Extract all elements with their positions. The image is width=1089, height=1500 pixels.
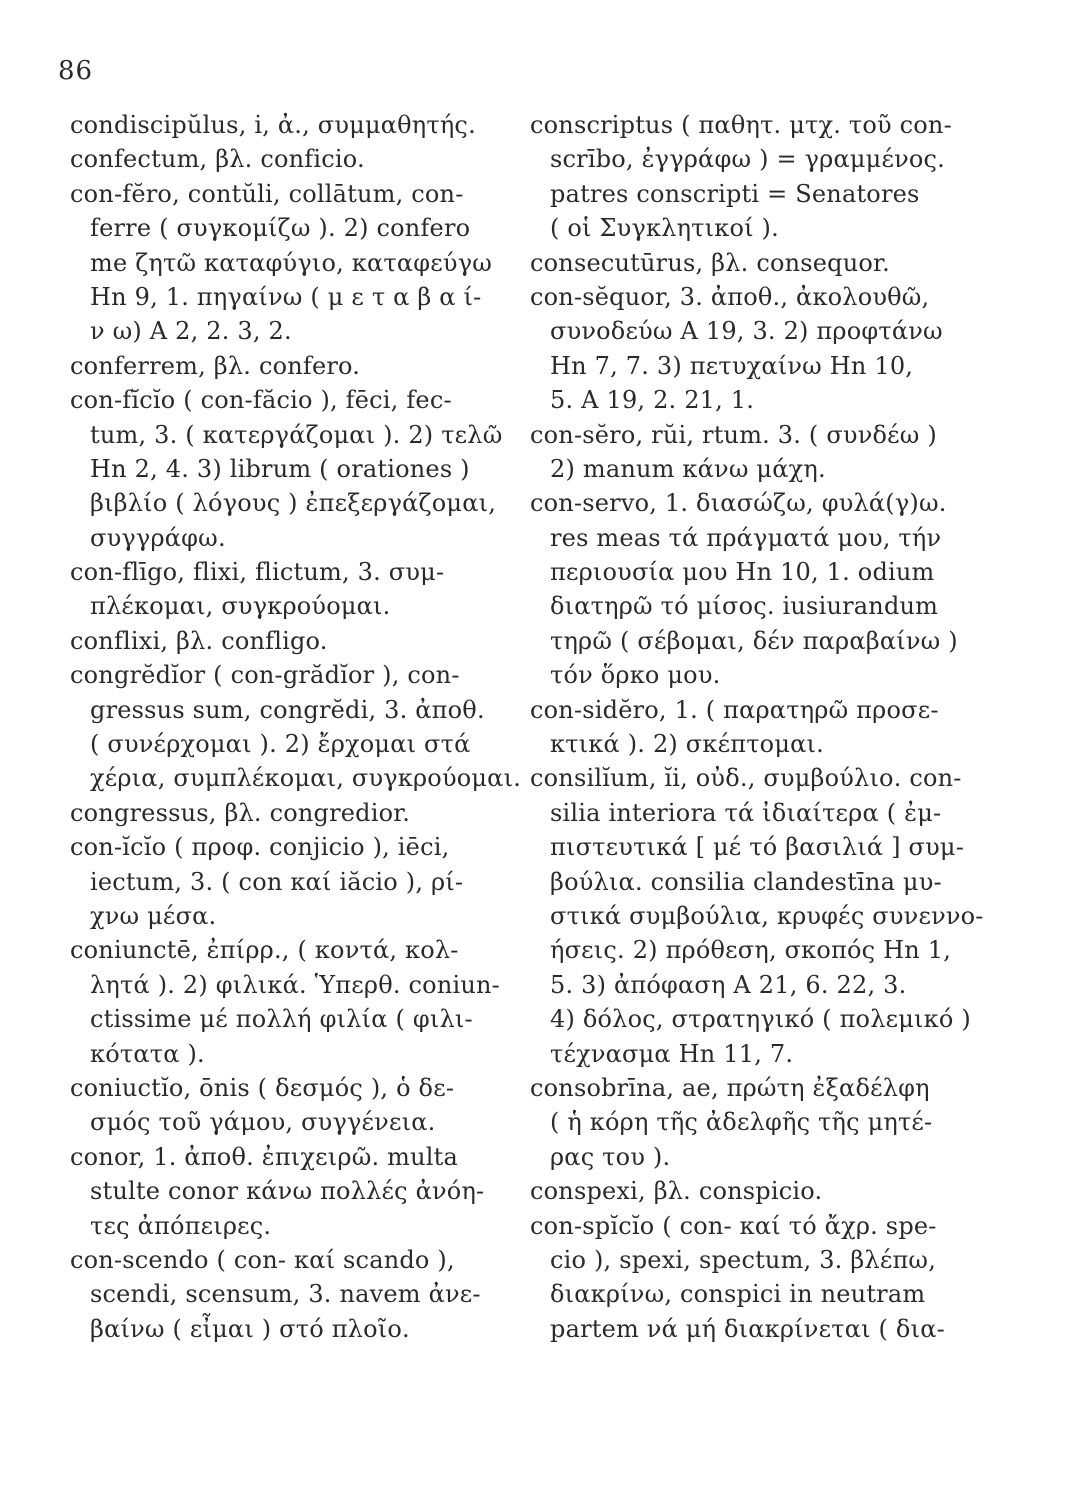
dictionary-line: consilĭum, ĭi, οὐδ., συμβούλιο. con- [530, 764, 962, 793]
dictionary-line: 5. 3) ἀπόφαση A 21, 6. 22, 3. [550, 970, 907, 999]
dictionary-line: πλέκομαι, συγκρούομαι. [90, 592, 391, 621]
dictionary-line: σμός τοῦ γάμου, συγγένεια. [90, 1108, 436, 1137]
dictionary-line: congrĕdĭor ( con-grădĭor ), con- [70, 661, 460, 690]
dictionary-line: scendi, scensum, 3. navem ἀνε- [90, 1280, 481, 1309]
dictionary-line: con-flīgo, flixi, flictum, 3. συμ- [70, 558, 445, 587]
dictionary-line: τηρῶ ( σέβομαι, δέν παραβαίνω ) [550, 626, 958, 655]
dictionary-line: con-sĕro, rŭi, rtum. 3. ( συνδέω ) [530, 420, 937, 449]
dictionary-line: con-sidĕro, 1. ( παρατηρῶ προσε- [530, 695, 939, 724]
dictionary-line: scrībo, ἐγγράφω ) = γραμμένος. [550, 145, 945, 174]
dictionary-line: ( συνέρχομαι ). 2) ἔρχομαι στά [90, 730, 471, 759]
dictionary-line: ν ω) A 2, 2. 3, 2. [90, 317, 292, 346]
dictionary-line: coniuctĭo, ōnis ( δεσμός ), ὁ δε- [70, 1073, 455, 1102]
dictionary-line: con-ĭcĭo ( προφ. conjicio ), iēci, [70, 833, 450, 862]
dictionary-line: coniunctē, ἐπίρρ., ( κοντά, κολ- [70, 936, 459, 965]
dictionary-line: χνω μέσα. [90, 901, 217, 930]
dictionary-line: 2) manum κάνω μάχη. [550, 454, 826, 483]
dictionary-line: condiscipŭlus, i, ἀ., συμμαθητής. [70, 111, 476, 139]
dictionary-line: ρας του ). [550, 1142, 671, 1171]
dictionary-line: tum, 3. ( κατεργάζομαι ). 2) τελῶ [90, 420, 503, 449]
dictionary-line: βιβλίο ( λόγους ) ἐπεξεργάζομαι, [90, 489, 497, 518]
dictionary-line: βούλια. consilia clandestīna μυ- [550, 867, 942, 896]
dictionary-line: λητά ). 2) φιλικά. Ὑπερθ. coniun- [90, 970, 500, 999]
dictionary-line: τέχνασμα Hn 11, 7. [550, 1039, 794, 1068]
dictionary-line: conferrem, βλ. confero. [70, 351, 361, 380]
dictionary-line: πιστευτικά [ μέ τό βασιλιά ] συμ- [550, 833, 965, 862]
dictionary-line: con-spĭcĭo ( con- καί τό ἄχρ. spe- [530, 1211, 937, 1240]
page-number: 86 [58, 56, 94, 86]
dictionary-line: res meas τά πράγματά μου, τήν [550, 523, 942, 552]
dictionary-line: τες ἀπόπειρες. [90, 1211, 272, 1240]
dictionary-line: confectum, βλ. conficio. [70, 145, 365, 174]
dictionary-line: patres conscripti = Senatores [550, 179, 920, 208]
dictionary-line: silia interiora τά ἰδιαίτερα ( ἐμ- [550, 798, 942, 827]
dictionary-line: ήσεις. 2) πρόθεση, σκοπός Hn 1, [550, 936, 952, 965]
dictionary-line: ( ἡ κόρη τῆς ἀδελφῆς τῆς μητέ- [550, 1108, 933, 1137]
dictionary-line: ferre ( συγκομίζω ). 2) confero [90, 214, 471, 243]
dictionary-line: con-servo, 1. διασώζω, φυλά(γ)ω. [530, 489, 947, 518]
dictionary-line: ctissime μέ πολλή φιλία ( φιλι- [90, 1005, 473, 1034]
dictionary-line: τόν ὅρκο μου. [550, 661, 721, 690]
dictionary-line: congressus, βλ. congredior. [70, 798, 411, 827]
dictionary-line: stulte conor κάνω πολλές ἀνόη- [90, 1177, 485, 1206]
dictionary-line: Hn 7, 7. 3) πετυχαίνω Hn 10, [550, 351, 914, 380]
dictionary-line: στικά συμβούλια, κρυφές συνεννο- [550, 901, 984, 930]
dictionary-line: con-sĕquor, 3. ἀποθ., ἀκολουθῶ, [530, 282, 930, 311]
dictionary-line: κότατα ). [90, 1039, 205, 1068]
dictionary-line: χέρια, συμπλέκομαι, συγκρούομαι. [90, 764, 522, 793]
dictionary-line: Hn 9, 1. πηγαίνω ( μ ε τ α β α ί- [90, 282, 482, 311]
dictionary-line: conflixi, βλ. confligo. [70, 626, 328, 655]
dictionary-line: 5. A 19, 2. 21, 1. [550, 386, 755, 415]
left-column [70, 108, 535, 1346]
dictionary-line: conscriptus ( παθητ. μτχ. τοῦ con- [530, 111, 952, 139]
dictionary-line: conspexi, βλ. conspicio. [530, 1177, 823, 1206]
dictionary-line: διακρίνω, conspici in neutram [550, 1280, 926, 1309]
dictionary-line: con-scendo ( con- καί scando ), [70, 1245, 455, 1274]
dictionary-line: συνοδεύω A 19, 3. 2) προφτάνω [550, 317, 943, 346]
dictionary-line: Hn 2, 4. 3) librum ( orationes ) [90, 454, 470, 483]
dictionary-line: διατηρῶ τό μίσος. iusiurandum [550, 592, 939, 621]
dictionary-line: περιουσία μου Hn 10, 1. odium [550, 558, 935, 587]
dictionary-line: ( οἱ Συγκλητικοί ). [550, 214, 779, 243]
dictionary-line: iectum, 3. ( con καί iăcio ), ρί- [90, 867, 464, 896]
dictionary-line: κτικά ). 2) σκέπτομαι. [550, 730, 824, 759]
dictionary-line: βαίνω ( εἶμαι ) στό πλοῖο. [90, 1314, 410, 1343]
dictionary-line: partem νά μή διακρίνεται ( δια- [550, 1314, 945, 1343]
dictionary-line: con-fĕro, contŭli, collātum, con- [70, 179, 464, 208]
dictionary-line: cio ), spexi, spectum, 3. βλέπω, [550, 1245, 937, 1274]
dictionary-line: consobrīna, ae, πρώτη ἐξαδέλφη [530, 1073, 930, 1102]
dictionary-line: gressus sum, congrĕdi, 3. ἀποθ. [90, 695, 485, 724]
dictionary-line: συγγράφω. [90, 523, 226, 552]
dictionary-line: conor, 1. ἀποθ. ἐπιχειρῶ. multa [70, 1142, 458, 1171]
dictionary-line: 4) δόλος, στρατηγικό ( πολεμικό ) [550, 1005, 971, 1034]
right-column [530, 108, 1010, 1346]
dictionary-line: con-fĭcĭo ( con-făcio ), fēci, fec- [70, 386, 452, 415]
dictionary-line: me ζητῶ καταφύγιο, καταφεύγω [90, 248, 493, 277]
dictionary-line: consecutūrus, βλ. consequor. [530, 248, 890, 277]
